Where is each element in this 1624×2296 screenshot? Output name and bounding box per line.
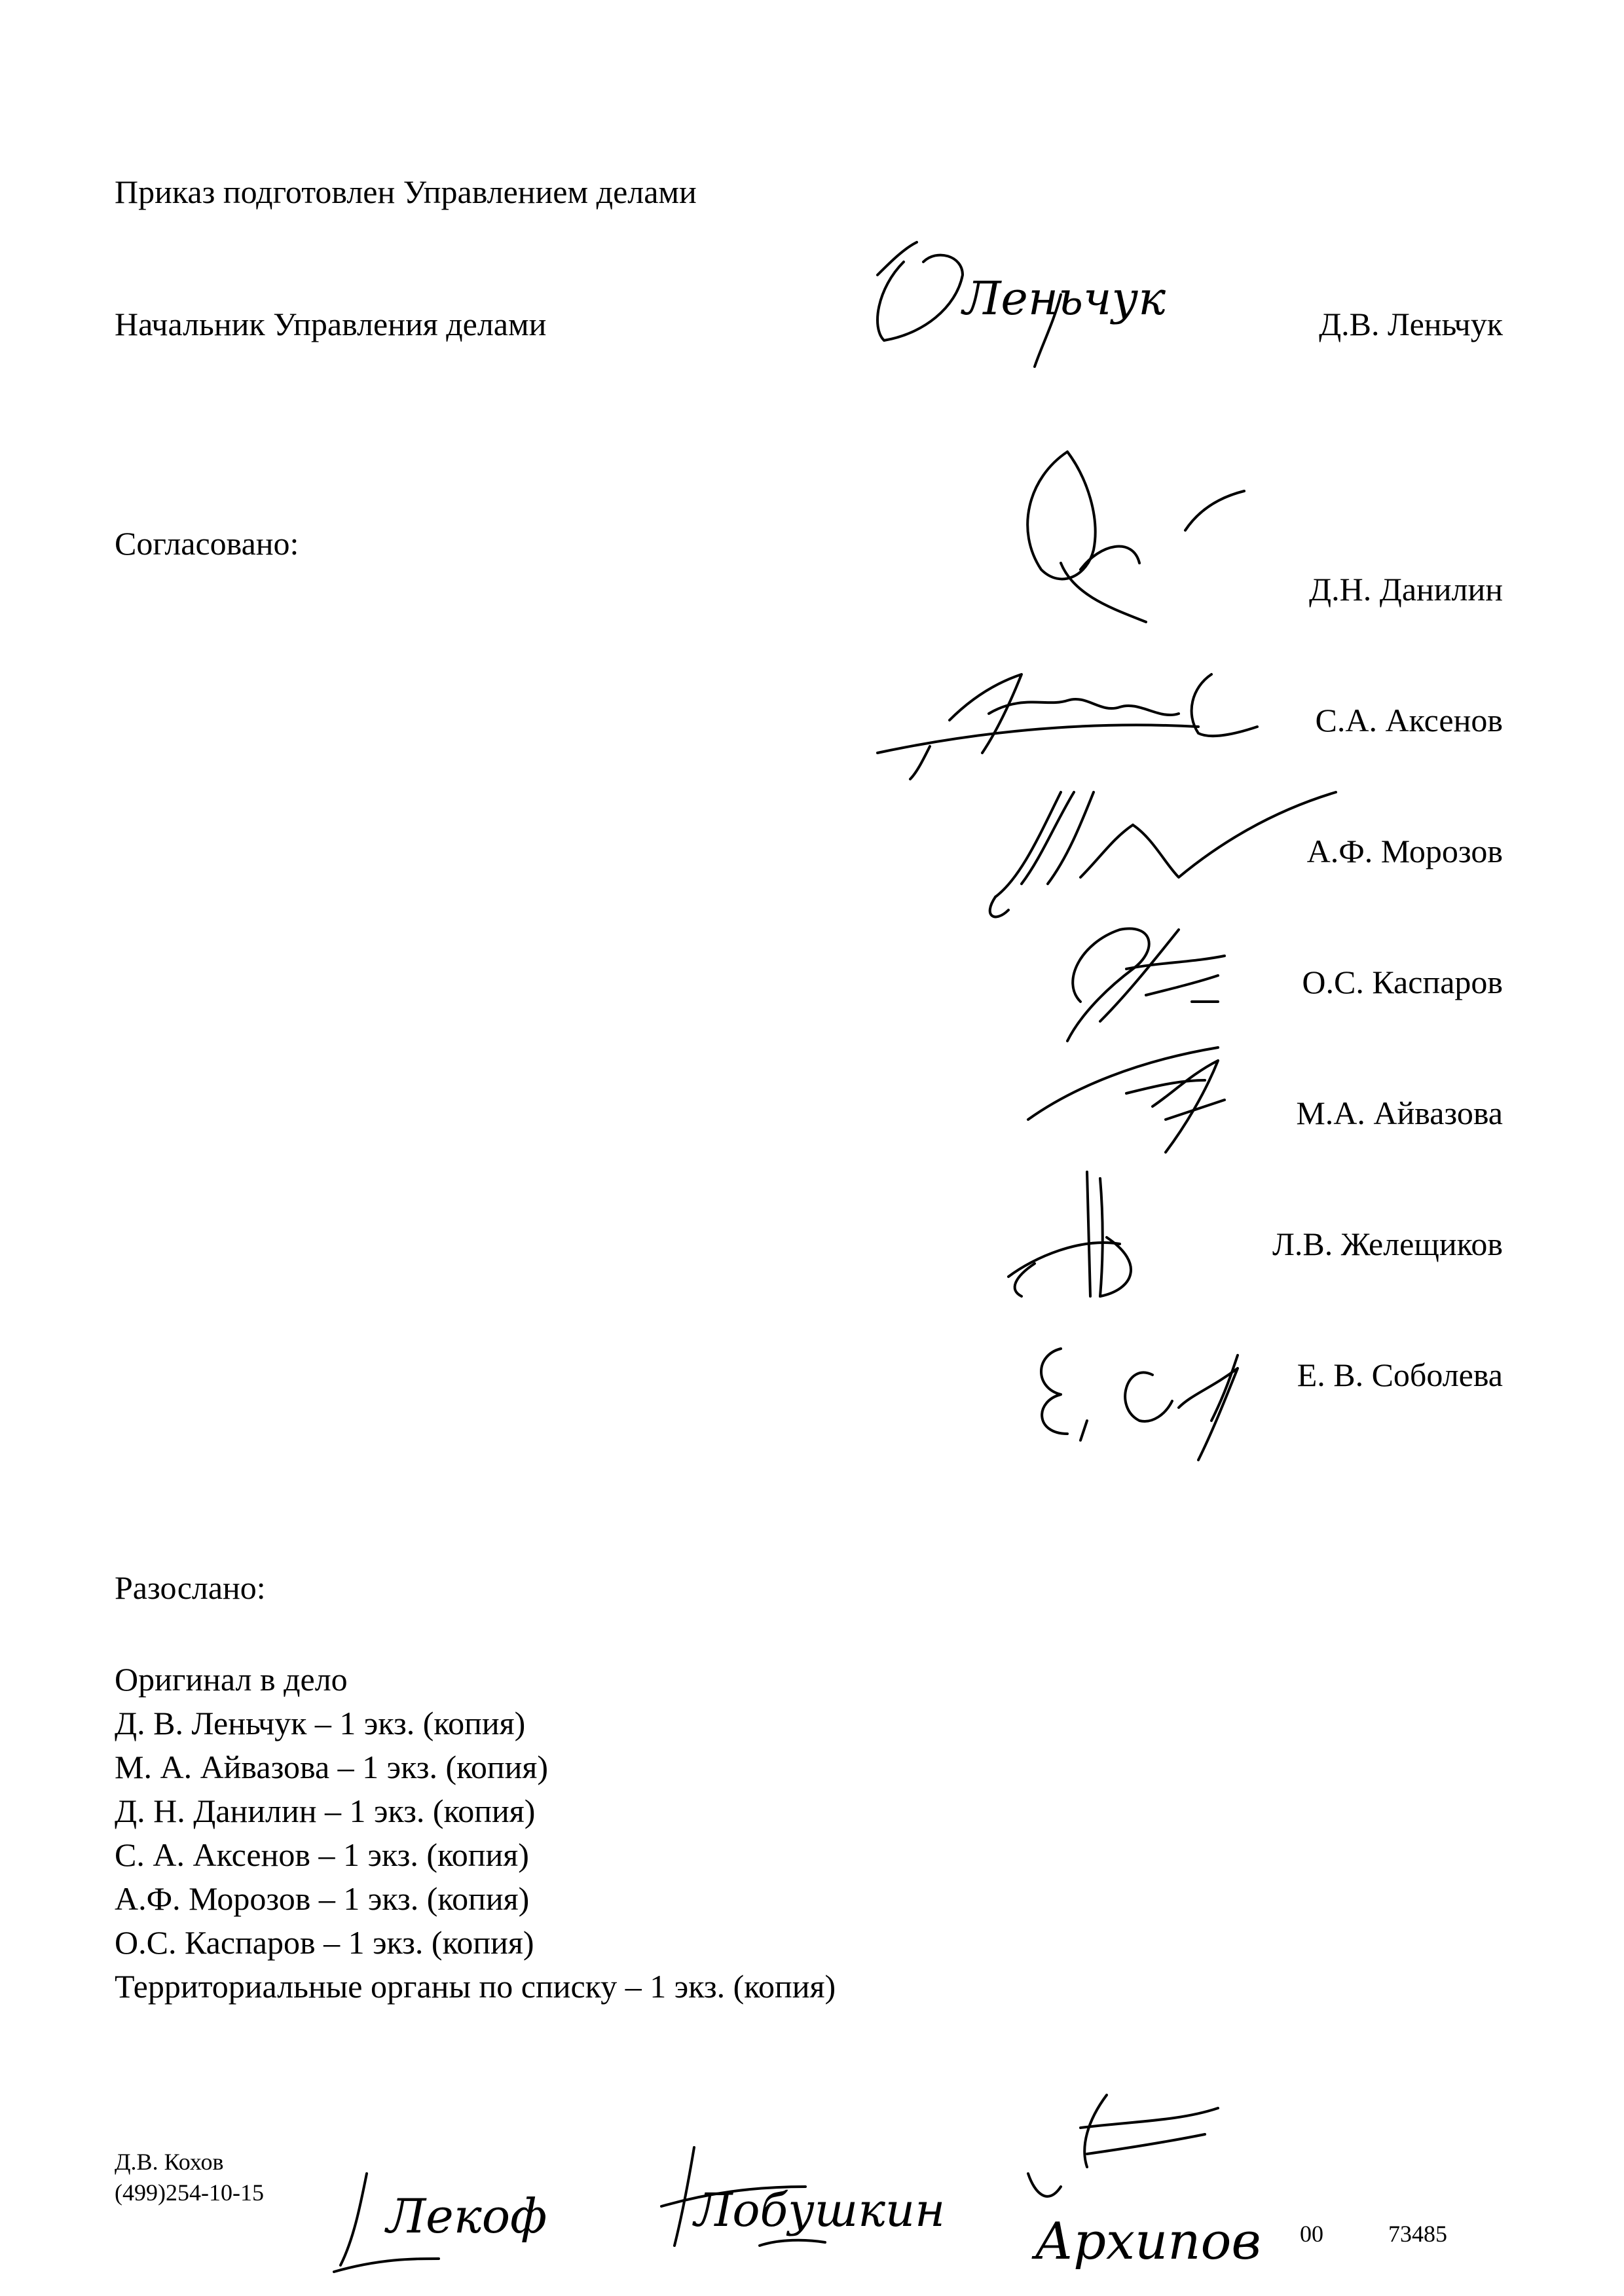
signer-name: Д.Н. Данилин	[1309, 571, 1503, 608]
signature-lekov-image	[327, 2147, 602, 2278]
distribution-item: Д. В. Леньчук – 1 экз. (копия)	[115, 1705, 526, 1741]
distribution-item: Д. Н. Данилин – 1 экз. (копия)	[115, 1793, 536, 1829]
distribution-item: С. А. Аксенов – 1 экз. (копия)	[115, 1836, 529, 1873]
signature-arkhipov-image	[989, 2082, 1316, 2291]
head-title: Начальник Управления делами	[115, 306, 547, 342]
signature-kasparov-image	[1041, 903, 1251, 1054]
signature-lenchuk-image	[864, 236, 1166, 373]
distribution-item: М. А. Айвазова – 1 экз. (копия)	[115, 1749, 549, 1785]
distribution-item: Оригинал в дело	[115, 1661, 348, 1698]
signer-name: Е. В. Соболева	[1297, 1357, 1503, 1393]
signature-zheleshchikov-image	[995, 1165, 1166, 1316]
signer-name: Л.В. Желещиков	[1272, 1226, 1503, 1262]
signer-name: С.А. Аксенов	[1315, 702, 1503, 738]
code-right: 73485	[1388, 2221, 1447, 2247]
executor-phone: (499)254-10-15	[115, 2179, 264, 2206]
distribution-label: Разослано:	[115, 1569, 266, 1606]
signer-name: М.А. Айвазова	[1296, 1095, 1503, 1131]
signer-name: О.С. Каспаров	[1302, 964, 1503, 1000]
code-left: 00	[1300, 2221, 1323, 2247]
signature-soboleva-image	[1022, 1329, 1270, 1467]
svg-text:Лобушкин: Лобушкин	[694, 2183, 946, 2237]
svg-text:Лекоф: Лекоф	[386, 2189, 547, 2244]
distribution-item: А.Ф. Морозов – 1 экз. (копия)	[115, 1880, 530, 1917]
agreement-label: Согласовано:	[115, 525, 299, 562]
distribution-item: Территориальные органы по списку – 1 экз. (копия)	[115, 1968, 836, 2005]
svg-text:Архипов: Архипов	[1035, 2212, 1261, 2271]
svg-text:Леньчук: Леньчук	[963, 272, 1166, 325]
head-name: Д.В. Леньчук	[1319, 306, 1503, 342]
executor-name: Д.В. Кохов	[115, 2149, 224, 2175]
distribution-item: О.С. Каспаров – 1 экз. (копия)	[115, 1924, 534, 1961]
signature-morozov-image	[982, 766, 1362, 923]
signature-lobushkin-image	[655, 2121, 946, 2285]
signer-name: А.Ф. Морозов	[1306, 833, 1503, 869]
signature-ayvazova-image	[1022, 1034, 1257, 1165]
signature-danilin-image	[1002, 439, 1264, 655]
prepared-by-text: Приказ подготовлен Управлением делами	[115, 173, 697, 210]
